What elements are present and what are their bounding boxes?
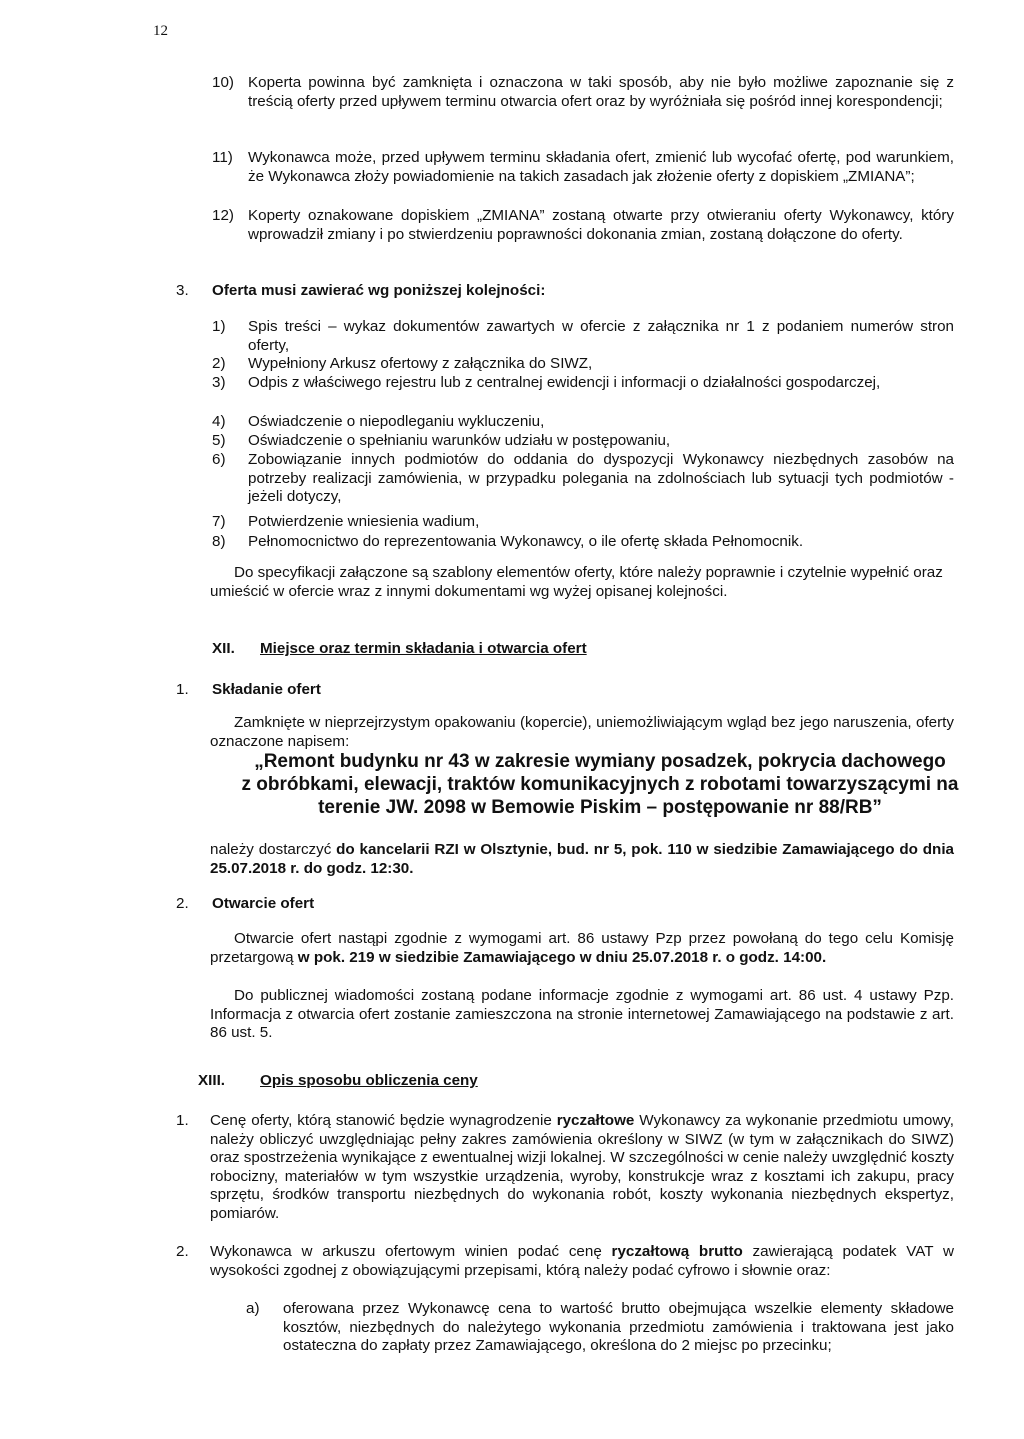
opening-paragraph <box>210 930 954 967</box>
price-text: Wykonawca w arkuszu ofertowym winien podać cenę <box>210 1243 612 1260</box>
list-item-number: 1. <box>176 1112 189 1129</box>
list-item-number: 11) <box>212 149 233 166</box>
paragraph: Do publicznej wiadomości zostaną podane informacje zgodnie z wymogami art. 86 ust. 4 ustawy Pzp. Informacja z otwarcia ofert zostanie zamieszczona na stronie internetowej Zamawiającego na podstawie z art. 86 ust. 5. <box>210 987 954 1042</box>
list-item-number: 4) <box>212 413 226 430</box>
section-note: Do specyfikacji załączone są szablony elementów oferty, które należy poprawnie i czytelnie wypełnić oraz umieścić w ofercie wraz z innymi dokumentami wg wyżej opisanej kolejności. <box>210 564 943 600</box>
list-item-number: 8) <box>212 533 226 550</box>
list-item-number: 3) <box>212 374 226 391</box>
list-item-text: Potwierdzenie wniesienia wadium, <box>248 513 480 530</box>
chapter-number: XII. <box>212 640 235 657</box>
list-item-number: 7) <box>212 513 226 530</box>
list-item-text: Oświadczenie o niepodleganiu wykluczeniu, <box>248 413 545 430</box>
list-item-text: Odpis z właściwego rejestru lub z centralnej ewidencji i informacji o działalności gospodarczej, <box>248 374 881 391</box>
price-text: zawierającą podatek VAT w wysokości zgodnej z obowiązującymi przepisami, którą należy podać cyfrowo i słownie oraz: <box>210 1243 954 1279</box>
price-paragraph <box>210 1243 954 1280</box>
paragraph: Zamknięte w nieprzejrzystym opakowaniu (kopercie), uniemożliwiającym wgląd bez jego naruszenia, oferty oznaczone napisem: <box>210 714 954 750</box>
subsection-number: 2. <box>176 895 189 912</box>
subsection-number: 1. <box>176 681 189 698</box>
list-item-text: Pełnomocnictwo do reprezentowania Wykonawcy, o ile ofertę składa Pełnomocnik. <box>248 533 804 550</box>
tender-title-line: „Remont budynku nr 43 w zakresie wymiany posadzek, pokrycia dachowego <box>254 751 946 772</box>
list-item-text: Spis treści – wykaz dokumentów zawartych w ofercie z załącznika nr 1 z podaniem numerów stron oferty, <box>248 318 954 354</box>
section-number: 3. <box>176 282 189 299</box>
price-paragraph <box>210 1112 954 1224</box>
sub-item-number: a) <box>246 1300 260 1317</box>
opening-text: Otwarcie ofert nastąpi zgodnie z wymogami art. 86 ustawy Pzp przez powołaną do tego celu Komisję przetargową <box>210 930 954 966</box>
price-text: Cenę oferty, którą stanowić będzie wynagrodzenie <box>210 1112 557 1129</box>
list-item-number: 6) <box>212 451 226 468</box>
price-type: ryczałtową brutto <box>611 1243 743 1260</box>
subsection-heading: Otwarcie ofert <box>212 895 315 912</box>
delivery-text: należy dostarczyć <box>210 841 337 858</box>
list-item-number: 12) <box>212 207 234 224</box>
list-item-text: Wypełniony Arkusz ofertowy z załącznika do SIWZ, <box>248 355 593 372</box>
list-item-number: 1) <box>212 318 226 335</box>
chapter-number: XIII. <box>198 1072 226 1089</box>
list-item-number: 5) <box>212 432 226 449</box>
chapter-title: Miejsce oraz termin składania i otwarcia ofert <box>260 640 587 657</box>
tender-title-line: terenie JW. 2098 w Bemowie Piskim – postępowanie nr 88/RB” <box>318 797 882 818</box>
opening-location: w pok. 219 w siedzibie Zamawiającego w dniu 25.07.2018 r. o godz. 14:00. <box>297 948 827 966</box>
section-heading: Oferta musi zawierać wg poniższej kolejności: <box>212 282 546 299</box>
list-item-number: 10) <box>212 74 234 91</box>
page-number: 12 <box>153 23 168 39</box>
list-item-text: Koperty oznakowane dopiskiem „ZMIANA” zostaną otwarte przy otwieraniu oferty Wykonawcy, który wprowadził zmiany i po stwierdzeniu poprawności dokonania zmian, zostaną dołączone do oferty. <box>248 207 954 243</box>
chapter-title: Opis sposobu obliczenia ceny <box>260 1072 478 1089</box>
sub-item-text: oferowana przez Wykonawcę cena to wartość brutto obejmująca wszelkie elementy składowe kosztów, niezbędnych do należytego wykonania przedmiotu zamówienia i traktowana jest jako ostateczna do zapłaty przez Zamawiającego, określona do 2 miejsc po przecinku; <box>283 1300 954 1355</box>
delivery-location: do kancelarii RZI w Olsztynie, bud. nr 5, pok. 110 w siedzibie Zamawiającego do dnia 25.07.2018 r. do godz. 12:30. <box>210 841 954 877</box>
price-text: Wykonawcy za wykonanie przedmiotu umowy, należy obliczyć uwzględniając pełny zakres zamówienia określony w SIWZ (w tym w załącznikach do SIWZ) oraz spostrzeżenia wynikające z ewentualnej wizji lokalnej. W szczególności w cenie należy uwzględnić koszty robocizny, materiałów w tym wszystkie urządzenia, wyroby, konstrukcje wraz z kosztami ich zakupu, pracy sprzętu, środków transportu niezbędnych do wykonania robót, koszty wykonania niezbędnych ekspertyz, pomiarów. <box>210 1112 954 1222</box>
list-item-number: 2) <box>212 355 226 372</box>
delivery-paragraph <box>210 841 954 878</box>
price-type: ryczałtowe <box>556 1112 635 1129</box>
tender-title-line: z obróbkami, elewacji, traktów komunikacyjnych z robotami towarzyszącymi na <box>241 774 959 795</box>
list-item-text: Zobowiązanie innych podmiotów do oddania do dyspozycji Wykonawcy niezbędnych zasobów na potrzeby realizacji zamówienia, w przypadku polegania na zdolnościach lub sytuacji tych podmiotów - jeżeli dotyczy, <box>248 451 954 506</box>
list-item-text: Koperta powinna być zamknięta i oznaczona w taki sposób, aby nie było możliwe zapoznanie się z treścią oferty przed upływem terminu otwarcia ofert oraz by wyróżniała się pośród innej korespondencji; <box>248 74 954 110</box>
list-item-text: Oświadczenie o spełnianiu warunków udziału w postępowaniu, <box>248 432 671 449</box>
subsection-heading: Składanie ofert <box>212 681 321 698</box>
list-item-number: 2. <box>176 1243 189 1260</box>
list-item-text: Wykonawca może, przed upływem terminu składania ofert, zmienić lub wycofać ofertę, pod warunkiem, że Wykonawca złoży powiadomienie na takich zasadach jak złożenie oferty z dopiskiem „ZMIANA”; <box>248 149 954 185</box>
